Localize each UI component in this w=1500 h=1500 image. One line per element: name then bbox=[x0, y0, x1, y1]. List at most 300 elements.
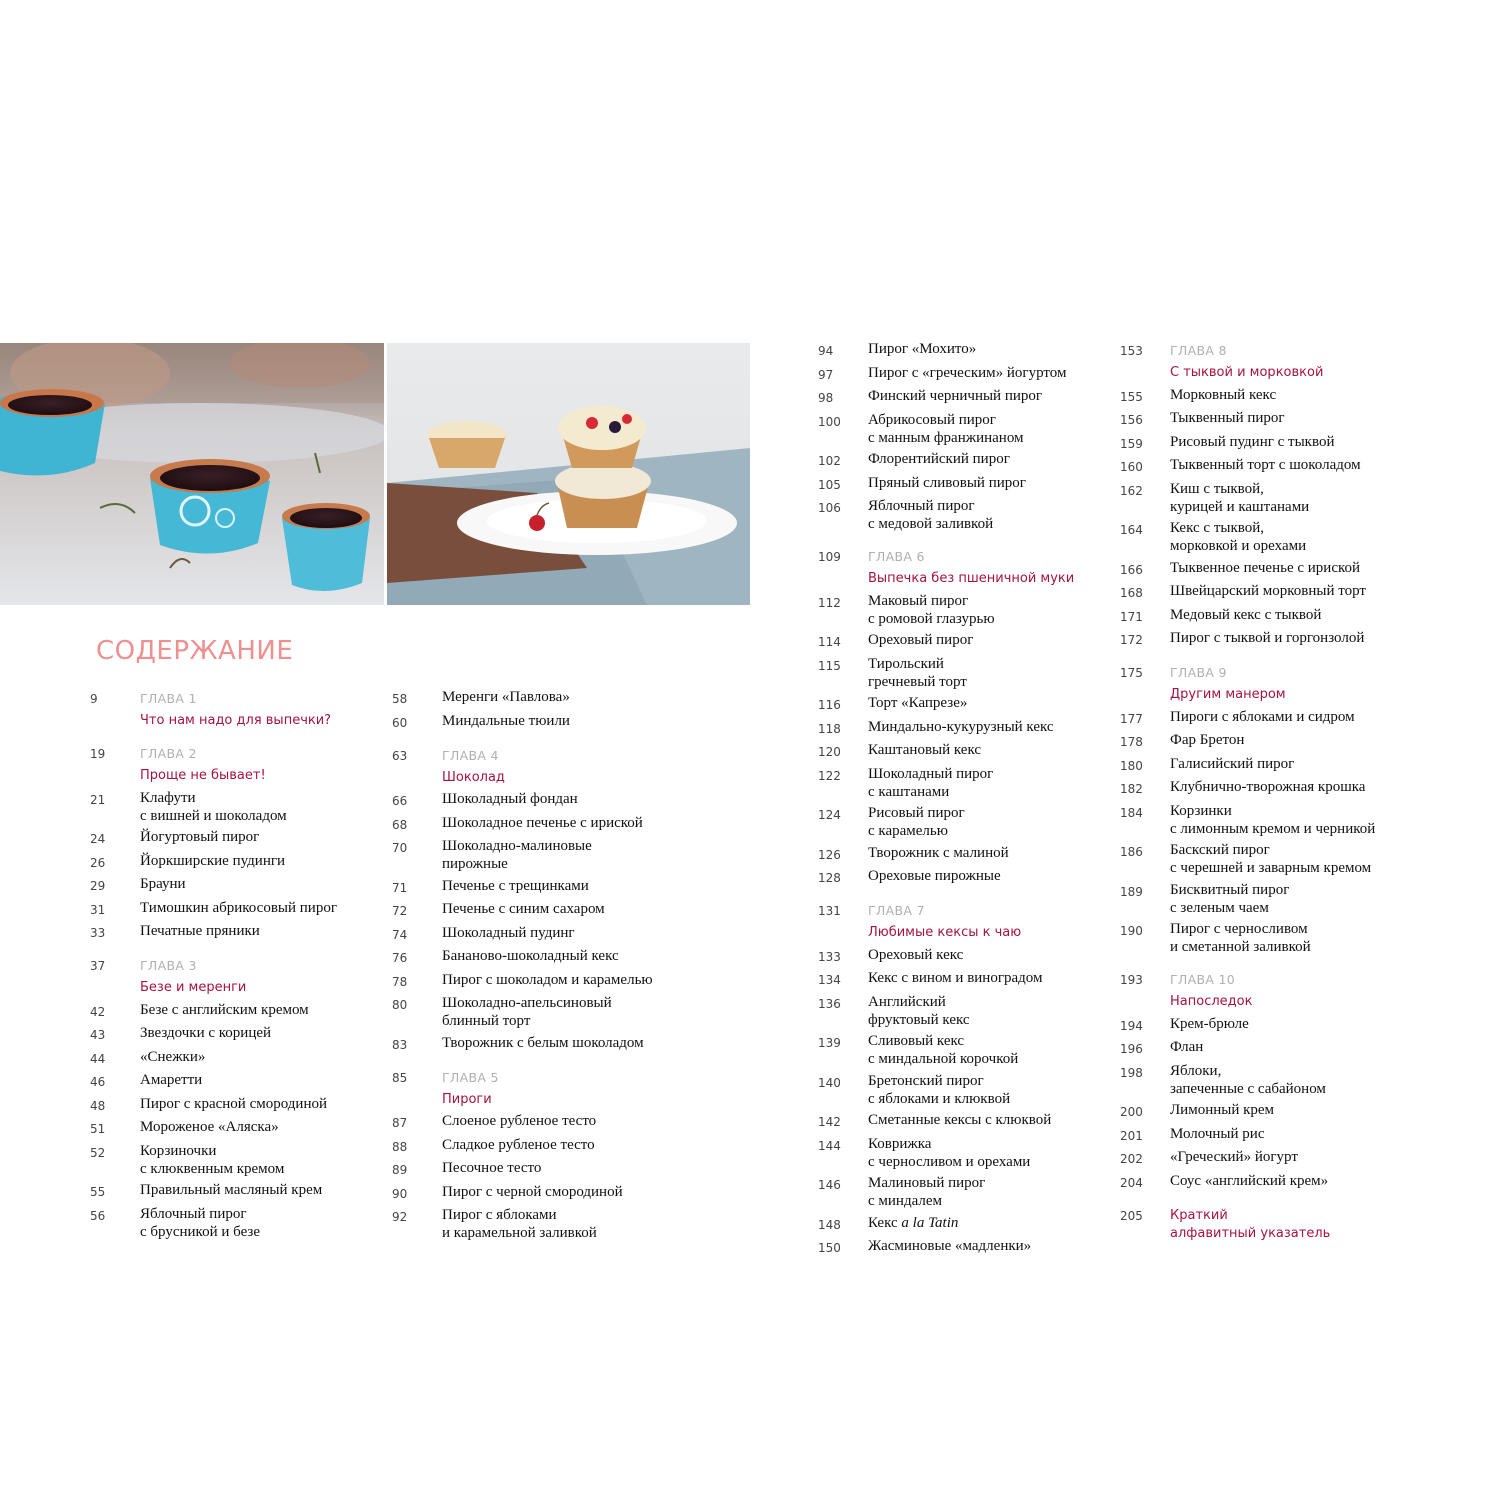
toc-entry bbox=[1120, 480, 1420, 516]
toc-entry bbox=[1120, 1038, 1420, 1058]
muffins-photo bbox=[387, 343, 750, 605]
toc-entry bbox=[392, 814, 692, 834]
recipe-title: Звездочки с корицей bbox=[140, 1025, 272, 1041]
recipe-title: Шоколадное печенье с ириской bbox=[442, 814, 643, 831]
toc-entry bbox=[818, 450, 1118, 470]
recipe-title: с брусникой и безе bbox=[140, 1223, 260, 1240]
recipe-title: Печенье с трещинками bbox=[442, 877, 589, 894]
recipe-title: Сметанные кексы с клюквой bbox=[868, 1112, 1052, 1128]
toc-entry bbox=[1120, 1062, 1420, 1098]
recipe-title: Клубнично-творожная крошка bbox=[1170, 779, 1366, 795]
recipe-title: Йогуртовый пирог bbox=[140, 829, 260, 845]
recipe-title: Миндальные тюили bbox=[442, 712, 570, 729]
recipe-title: Пирог с черносливом bbox=[1170, 921, 1308, 937]
page-number: 37 bbox=[90, 959, 106, 973]
toc-entry bbox=[90, 922, 390, 942]
toc-entry bbox=[1120, 606, 1420, 626]
page-number: 106 bbox=[818, 501, 841, 515]
page-number: 89 bbox=[392, 1163, 408, 1177]
toc-column-3 bbox=[818, 340, 1118, 1257]
page-number: 140 bbox=[818, 1075, 841, 1090]
page-number: 31 bbox=[90, 902, 106, 917]
recipe-title: с ромовой глазурью bbox=[868, 610, 995, 627]
page-number: 144 bbox=[818, 1138, 841, 1153]
recipe-title: Шоколадный фондан bbox=[442, 791, 578, 807]
page-number: 70 bbox=[392, 841, 408, 855]
recipe-title: Корзиночки bbox=[140, 1142, 217, 1159]
page-number: 180 bbox=[1120, 758, 1143, 773]
recipe-title: с черешней и заварным кремом bbox=[1170, 860, 1372, 876]
cherries-photo-image bbox=[0, 343, 384, 605]
recipe-title: Пирог «Мохито» bbox=[868, 341, 977, 357]
recipe-title: Тыквенное печенье с ириской bbox=[1170, 559, 1361, 576]
page-number: 42 bbox=[90, 1004, 106, 1019]
recipe-title: Слоеное рубленое тесто bbox=[442, 1113, 597, 1129]
toc-entry bbox=[818, 765, 1118, 801]
page-number: 153 bbox=[1120, 344, 1143, 358]
recipe-title: Бисквитный пирог bbox=[1170, 881, 1290, 898]
page-number: 102 bbox=[818, 454, 841, 468]
toc-entry bbox=[818, 592, 1118, 628]
toc-entry bbox=[818, 1111, 1118, 1131]
chapter-label: ГЛАВА 5 bbox=[442, 1069, 499, 1085]
toc-entry bbox=[818, 411, 1118, 447]
chapter-title: Выпечка без пшеничной муки bbox=[868, 571, 1075, 586]
page-number: 202 bbox=[1120, 1152, 1143, 1166]
toc-entry bbox=[1120, 731, 1420, 751]
toc-entry bbox=[818, 1237, 1118, 1257]
recipe-title: Шоколадно-малиновые bbox=[442, 838, 592, 854]
toc-entry bbox=[90, 1048, 390, 1068]
toc-entry bbox=[392, 1183, 692, 1203]
recipe-title: Пирог с «греческим» йогуртом bbox=[868, 364, 1067, 381]
toc-entry bbox=[818, 474, 1118, 494]
page-number: 146 bbox=[818, 1178, 841, 1192]
page-number: 200 bbox=[1120, 1105, 1143, 1119]
page-number: 66 bbox=[392, 794, 408, 808]
page-number: 68 bbox=[392, 817, 408, 832]
page-number: 33 bbox=[90, 926, 106, 940]
page-number: 205 bbox=[1120, 1208, 1143, 1223]
recipe-title: «Снежки» bbox=[140, 1048, 206, 1065]
toc-column-1 bbox=[90, 688, 390, 1241]
chapter-title: Напоследок bbox=[1170, 994, 1253, 1009]
recipe-title: Пирог с шоколадом и карамелью bbox=[442, 971, 653, 988]
recipe-title: Печенье с синим сахаром bbox=[442, 901, 605, 917]
toc-entry bbox=[90, 1095, 390, 1115]
page-number: 9 bbox=[90, 692, 98, 706]
page-number: 156 bbox=[1120, 413, 1143, 427]
recipe-title: Творожник с белым шоколадом bbox=[442, 1034, 644, 1051]
toc-entry bbox=[1120, 802, 1420, 838]
toc-entry bbox=[392, 994, 692, 1030]
page-number: 21 bbox=[90, 792, 106, 807]
recipe-title: Тыквенный пирог bbox=[1170, 410, 1285, 426]
recipe-title: Фар Бретон bbox=[1170, 732, 1245, 748]
recipe-title: Брауни bbox=[140, 876, 186, 892]
page-number: 172 bbox=[1120, 633, 1143, 647]
toc-column-4 bbox=[1120, 340, 1420, 1243]
page-number: 90 bbox=[392, 1186, 408, 1201]
page-number: 100 bbox=[818, 414, 841, 429]
recipe-title: «Греческий» йогурт bbox=[1170, 1149, 1298, 1165]
recipe-title: Маковый пирог bbox=[868, 592, 969, 609]
page-number: 193 bbox=[1120, 973, 1143, 987]
toc-entry bbox=[392, 877, 692, 897]
page-number: 122 bbox=[818, 768, 841, 783]
recipe-title: Сладкое рубленое тесто bbox=[442, 1136, 595, 1153]
page-number: 52 bbox=[90, 1145, 106, 1160]
chapter-label: ГЛАВА 9 bbox=[1170, 665, 1227, 680]
page-number: 63 bbox=[392, 748, 408, 763]
page-number: 26 bbox=[90, 855, 106, 870]
page-number: 114 bbox=[818, 635, 841, 649]
page-number: 175 bbox=[1120, 666, 1143, 680]
recipe-title: Крем-брюле bbox=[1170, 1015, 1249, 1032]
recipe-title: Песочное тесто bbox=[442, 1160, 542, 1176]
toc-entry bbox=[818, 1072, 1118, 1108]
recipe-title: Пирог с черной смородиной bbox=[442, 1183, 623, 1200]
recipe-title: Абрикосовый пирог bbox=[868, 411, 996, 428]
recipe-title: Каштановый кекс bbox=[868, 742, 982, 758]
toc-entry bbox=[90, 1181, 390, 1201]
page-number: 92 bbox=[392, 1210, 408, 1224]
toc-entry bbox=[392, 712, 692, 732]
toc-entry bbox=[1120, 1148, 1420, 1168]
toc-entry bbox=[818, 741, 1118, 761]
page-number: 88 bbox=[392, 1139, 408, 1154]
recipe-title: Баскский пирог bbox=[1170, 842, 1270, 858]
toc-entry bbox=[1120, 582, 1420, 602]
toc-entry bbox=[818, 969, 1118, 989]
recipe-title: Тыквенный торт с шоколадом bbox=[1170, 457, 1361, 473]
page-number: 160 bbox=[1120, 460, 1143, 474]
toc-entry bbox=[818, 497, 1118, 533]
chapter-label: ГЛАВА 2 bbox=[140, 746, 197, 761]
toc-entry bbox=[392, 971, 692, 991]
toc-entry bbox=[818, 655, 1118, 691]
page-number: 118 bbox=[818, 721, 841, 736]
toc-entry bbox=[818, 340, 1118, 360]
toc-entry bbox=[1120, 1101, 1420, 1121]
page-number: 204 bbox=[1120, 1175, 1143, 1190]
recipe-title: Молочный рис bbox=[1170, 1125, 1265, 1142]
page-number: 71 bbox=[392, 880, 408, 895]
page-number: 201 bbox=[1120, 1128, 1143, 1143]
recipe-title: Ореховые пирожные bbox=[868, 868, 1001, 884]
page-number: 190 bbox=[1120, 924, 1143, 938]
chapter-label: ГЛАВА 10 bbox=[1170, 972, 1235, 987]
recipe-title: Финский черничный пирог bbox=[868, 388, 1043, 404]
toc-entry bbox=[818, 1032, 1118, 1068]
page-number: 178 bbox=[1120, 735, 1143, 749]
page-number: 74 bbox=[392, 927, 408, 942]
page-number: 184 bbox=[1120, 805, 1143, 820]
page-number: 155 bbox=[1120, 389, 1143, 404]
recipe-title: с вишней и шоколадом bbox=[140, 807, 287, 824]
toc-entry bbox=[392, 1034, 692, 1054]
recipe-title: Тимошкин абрикосовый пирог bbox=[140, 899, 337, 916]
page-number: 164 bbox=[1120, 523, 1143, 537]
chapter-label: ГЛАВА 8 bbox=[1170, 343, 1227, 358]
page-number: 112 bbox=[818, 595, 841, 610]
recipe-title: Бананово-шоколадный кекс bbox=[442, 948, 619, 964]
recipe-title: с черносливом и орехами bbox=[868, 1153, 1031, 1170]
toc-title: СОДЕРЖАНИЕ bbox=[96, 636, 294, 666]
toc-entry bbox=[90, 875, 390, 895]
chapter-title: Другим манером bbox=[1170, 687, 1286, 702]
recipe-title: с медовой заливкой bbox=[868, 516, 994, 532]
toc-entry bbox=[90, 899, 390, 919]
recipe-title: Миндально-кукурузный кекс bbox=[868, 718, 1054, 735]
recipe-title: Шоколадно-апельсиновый bbox=[442, 995, 612, 1011]
recipe-title: с каштанами bbox=[868, 783, 950, 800]
recipe-title: Безе с английским кремом bbox=[140, 1001, 309, 1018]
recipe-title: Жасминовые «мадленки» bbox=[868, 1238, 1032, 1254]
recipe-title: Коврижка bbox=[868, 1135, 932, 1152]
recipe-title: Клафути bbox=[140, 789, 196, 806]
recipe-title: Малиновый пирог bbox=[868, 1175, 986, 1191]
recipe-title: с миндалем bbox=[868, 1193, 943, 1209]
toc-entry bbox=[818, 694, 1118, 714]
page-number: 168 bbox=[1120, 586, 1143, 600]
recipe-title: Лимонный крем bbox=[1170, 1102, 1275, 1118]
toc-entry bbox=[818, 631, 1118, 651]
recipe-title: блинный торт bbox=[442, 1013, 531, 1029]
toc-entry bbox=[90, 1205, 390, 1241]
recipe-title: с клюквенным кремом bbox=[140, 1160, 285, 1177]
recipe-title: с карамелью bbox=[868, 823, 948, 839]
recipe-title: Бретонский пирог bbox=[868, 1072, 984, 1089]
chapter-heading bbox=[1120, 662, 1420, 704]
recipe-title: Соус «английский крем» bbox=[1170, 1172, 1329, 1189]
toc-entry bbox=[90, 1024, 390, 1044]
toc-entry bbox=[1120, 920, 1420, 956]
toc-entry bbox=[1120, 629, 1420, 649]
chapter-title: Шоколад bbox=[442, 769, 505, 785]
toc-entry bbox=[1120, 1172, 1420, 1192]
recipe-title: Ореховый пирог bbox=[868, 632, 974, 648]
recipe-title: пирожные bbox=[442, 856, 508, 872]
toc-entry bbox=[90, 1142, 390, 1178]
page-number: 94 bbox=[818, 344, 834, 358]
recipe-title: Тирольский bbox=[868, 655, 944, 672]
recipe-title: Киш с тыквой, bbox=[1170, 480, 1264, 497]
page-number: 128 bbox=[818, 871, 841, 885]
toc-entry bbox=[1120, 559, 1420, 579]
recipe-title: Сливовый кекс bbox=[868, 1033, 965, 1049]
recipe-title: Правильный масляный крем bbox=[140, 1182, 323, 1198]
recipe-title: с лимонным кремом и черникой bbox=[1170, 820, 1376, 837]
toc-entry bbox=[1120, 409, 1420, 429]
page-number: 78 bbox=[392, 974, 408, 989]
chapter-title: алфавитный указатель bbox=[1170, 1225, 1331, 1241]
page-number: 116 bbox=[818, 698, 841, 712]
recipe-title: Швейцарский морковный торт bbox=[1170, 583, 1366, 599]
recipe-title: Шоколадный пирог bbox=[868, 765, 994, 782]
toc-entry bbox=[90, 1001, 390, 1021]
chapter-label: ГЛАВА 7 bbox=[868, 903, 925, 918]
page-number: 60 bbox=[392, 715, 408, 730]
toc-entry bbox=[1120, 841, 1420, 877]
toc-entry bbox=[392, 688, 692, 708]
recipe-title: фруктовый кекс bbox=[868, 1011, 970, 1028]
toc-entry bbox=[90, 1071, 390, 1091]
page-number: 171 bbox=[1120, 609, 1143, 624]
recipe-title: с яблоками и клюквой bbox=[868, 1090, 1011, 1107]
chapter-label: ГЛАВА 6 bbox=[868, 549, 925, 564]
recipe-title: Английский bbox=[868, 993, 946, 1010]
recipe-title: Кекс с вином и виноградом bbox=[868, 970, 1043, 986]
page-number: 46 bbox=[90, 1075, 106, 1089]
recipe-title: Кекс с тыквой, bbox=[1170, 520, 1264, 536]
recipe-title: Яблочный пирог bbox=[140, 1205, 247, 1222]
chapter-title: С тыквой и морковкой bbox=[1170, 365, 1324, 380]
recipe-title: Пирог с тыквой и горгонзолой bbox=[1170, 630, 1365, 646]
recipe-title: Йоркширские пудинги bbox=[140, 852, 286, 869]
toc-entry bbox=[818, 718, 1118, 738]
recipe-title: Шоколадный пудинг bbox=[442, 924, 575, 941]
toc-entry bbox=[392, 900, 692, 920]
recipe-title: Яблочный пирог bbox=[868, 498, 975, 514]
toc-entry bbox=[818, 364, 1118, 384]
page-number: 83 bbox=[392, 1037, 408, 1052]
page-number: 196 bbox=[1120, 1042, 1143, 1056]
page-number: 131 bbox=[818, 904, 841, 918]
recipe-title: гречневый торт bbox=[868, 673, 967, 690]
recipe-title: Флорентийский пирог bbox=[868, 451, 1010, 467]
page-number: 98 bbox=[818, 391, 834, 405]
recipe-title: Печатные пряники bbox=[140, 923, 260, 939]
page-number: 189 bbox=[1120, 884, 1143, 899]
page-number: 97 bbox=[818, 367, 834, 382]
recipe-title: Корзинки bbox=[1170, 802, 1232, 819]
toc-entry bbox=[818, 867, 1118, 887]
recipe-title: с зеленым чаем bbox=[1170, 899, 1269, 916]
chapter-title: Любимые кексы к чаю bbox=[868, 925, 1022, 940]
recipe-title: Пряный сливовый пирог bbox=[868, 474, 1026, 491]
toc-entry bbox=[90, 1118, 390, 1138]
toc-entry bbox=[1120, 881, 1420, 917]
page-number: 177 bbox=[1120, 711, 1143, 726]
recipe-title: Рисовый пирог bbox=[868, 805, 965, 821]
recipe-title: Медовый кекс с тыквой bbox=[1170, 606, 1322, 623]
recipe-title: Пироги с яблоками и сидром bbox=[1170, 708, 1355, 725]
page-number: 120 bbox=[818, 745, 841, 759]
chapter-heading bbox=[90, 688, 390, 730]
toc-entry bbox=[392, 837, 692, 873]
page-number: 126 bbox=[818, 847, 841, 862]
recipe-title: Творожник с малиной bbox=[868, 844, 1009, 861]
chapter-label: ГЛАВА 1 bbox=[140, 691, 197, 706]
recipe-title: Мороженое «Аляска» bbox=[140, 1119, 279, 1135]
page-number: 87 bbox=[392, 1116, 408, 1130]
toc-entry bbox=[818, 1174, 1118, 1210]
toc-entry bbox=[818, 387, 1118, 407]
toc-entry bbox=[392, 1206, 692, 1242]
toc-entry bbox=[818, 946, 1118, 966]
chapter-heading bbox=[1120, 340, 1420, 382]
page-number: 58 bbox=[392, 692, 408, 706]
chapter-heading bbox=[90, 743, 390, 785]
recipe-title: Яблоки, bbox=[1170, 1062, 1222, 1079]
chapter-title: Пироги bbox=[442, 1091, 492, 1107]
chapter-heading bbox=[90, 955, 390, 997]
toc-entry bbox=[818, 993, 1118, 1029]
page-number: 19 bbox=[90, 747, 106, 761]
recipe-title: запеченные с сабайоном bbox=[1170, 1080, 1326, 1097]
toc-entry bbox=[1120, 1125, 1420, 1145]
page-number: 43 bbox=[90, 1028, 106, 1042]
chapter-label: ГЛАВА 3 bbox=[140, 958, 197, 973]
recipe-title: с миндальной корочкой bbox=[868, 1051, 1019, 1067]
page-number: 115 bbox=[818, 658, 841, 673]
toc-entry bbox=[392, 1136, 692, 1156]
page-number: 134 bbox=[818, 973, 841, 987]
chapter-heading bbox=[1120, 1205, 1420, 1243]
toc-column-2 bbox=[392, 688, 692, 1242]
chapter-title: Безе и меренги bbox=[140, 980, 247, 995]
page-number: 55 bbox=[90, 1185, 106, 1199]
toc-entry bbox=[392, 1159, 692, 1179]
toc-entry bbox=[90, 852, 390, 872]
page-number: 48 bbox=[90, 1098, 106, 1113]
toc-entry bbox=[392, 790, 692, 810]
toc-entry bbox=[392, 947, 692, 967]
page-number: 44 bbox=[90, 1051, 106, 1066]
page-number: 80 bbox=[392, 998, 408, 1012]
page-number: 136 bbox=[818, 996, 841, 1011]
toc-entry bbox=[90, 828, 390, 848]
page-number: 150 bbox=[818, 1241, 841, 1255]
recipe-title: Торт «Капрезе» bbox=[868, 695, 968, 711]
recipe-title: Пирог с красной смородиной bbox=[140, 1095, 328, 1112]
page-number: 105 bbox=[818, 477, 841, 492]
muffins-photo-image bbox=[387, 343, 750, 605]
page-number: 109 bbox=[818, 550, 841, 564]
cherries-photo bbox=[0, 343, 384, 605]
page-number: 194 bbox=[1120, 1018, 1143, 1033]
recipe-title: Галисийский пирог bbox=[1170, 755, 1295, 772]
recipe-title: морковкой и орехами bbox=[1170, 538, 1307, 554]
toc-entry bbox=[1120, 708, 1420, 728]
page-number: 186 bbox=[1120, 845, 1143, 859]
page-number: 24 bbox=[90, 832, 106, 846]
page-number: 72 bbox=[392, 904, 408, 918]
page-number: 148 bbox=[818, 1217, 841, 1232]
chapter-label: ГЛАВА 4 bbox=[442, 747, 499, 763]
toc-entry bbox=[1120, 456, 1420, 476]
toc-entry bbox=[818, 844, 1118, 864]
recipe-title: Пирог с яблоками bbox=[442, 1207, 557, 1223]
toc-entry bbox=[818, 804, 1118, 840]
recipe-title: Ореховый кекс bbox=[868, 946, 964, 963]
toc-entry bbox=[392, 1112, 692, 1132]
page-number: 162 bbox=[1120, 483, 1143, 498]
page-number: 29 bbox=[90, 879, 106, 893]
page-number: 56 bbox=[90, 1208, 106, 1223]
chapter-heading bbox=[392, 745, 692, 787]
recipe-title: курицей и каштанами bbox=[1170, 498, 1310, 515]
toc-entry bbox=[90, 789, 390, 825]
page-number: 51 bbox=[90, 1122, 106, 1136]
recipe-title: и карамельной заливкой bbox=[442, 1225, 597, 1241]
chapter-title: Краткий bbox=[1170, 1207, 1228, 1223]
page-number: 133 bbox=[818, 949, 841, 964]
page-number: 139 bbox=[818, 1036, 841, 1050]
chapter-title: Что нам надо для выпечки? bbox=[140, 713, 332, 728]
recipe-title: с манным франжинаном bbox=[868, 429, 1024, 446]
